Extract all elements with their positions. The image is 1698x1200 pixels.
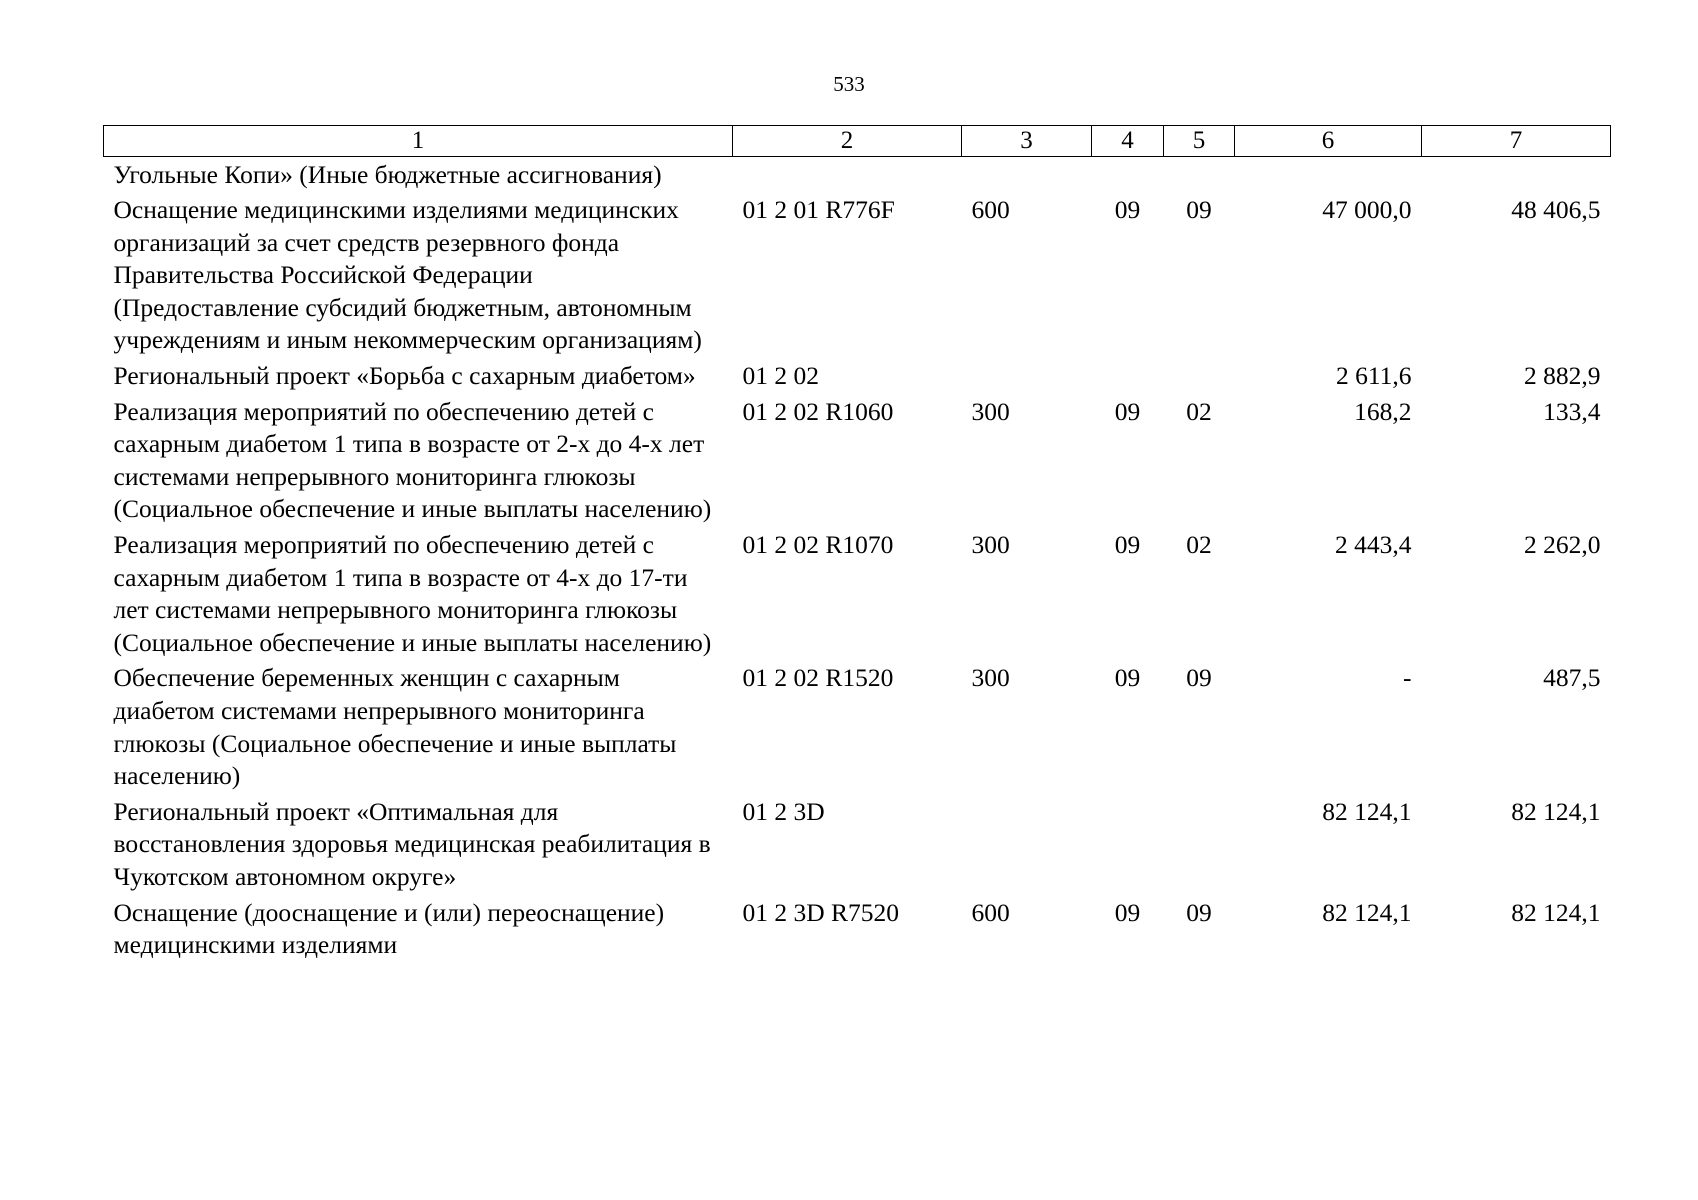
row-c5: 09 (1186, 195, 1212, 225)
row-c5 (1164, 794, 1235, 895)
row-c6: 168,2 (1354, 396, 1412, 426)
row-c5: 02 (1186, 530, 1212, 560)
row-name: Реализация мероприятий по обеспечению детей с сахарным диабетом 1 типа в возрасте от 4-х до 17-ти лет системами непрерывного мониторинга глюкозы (Социальное обеспечение и иные выплаты населению) (113, 530, 712, 657)
row-name: Угольные Копи» (Иные бюджетные ассигнования) (113, 159, 662, 189)
header-col-3: 3 (962, 126, 1092, 157)
row-c7: 2 262,0 (1524, 530, 1601, 560)
table-row (104, 359, 1611, 395)
table-row (104, 895, 1611, 963)
row-c3: 300 (971, 663, 1010, 693)
row-c6: 47 000,0 (1322, 195, 1412, 225)
row-name: Региональный проект «Борьба с сахарным диабетом» (113, 361, 696, 391)
row-code: 01 2 02 (742, 361, 819, 391)
row-c3 (962, 794, 1092, 895)
row-c3: 300 (971, 396, 1010, 426)
row-code: 01 2 3D (742, 796, 825, 826)
row-code: 01 2 02 R1070 (742, 530, 894, 560)
row-c4: 09 (1114, 897, 1141, 927)
row-c6: - (1403, 663, 1412, 693)
row-c7: 2 882,9 (1524, 361, 1601, 391)
row-c6 (1235, 157, 1422, 193)
table-row (104, 794, 1611, 895)
row-code: 01 2 02 R1520 (742, 663, 894, 693)
row-code (733, 157, 962, 193)
row-c7: 82 124,1 (1511, 796, 1601, 826)
header-col-2: 2 (733, 126, 962, 157)
row-c3: 300 (971, 530, 1010, 560)
table-row (104, 528, 1611, 661)
header-col-1: 1 (104, 126, 733, 157)
row-c3: 600 (971, 195, 1010, 225)
header-col-4: 4 (1092, 126, 1164, 157)
table-row (104, 394, 1611, 527)
row-name: Региональный проект «Оптимальная для восстановления здоровья медицинская реабилитация в Чукотском автономном округе» (113, 796, 711, 891)
table-row (104, 157, 1611, 193)
row-c7: 133,4 (1543, 396, 1601, 426)
row-c5: 02 (1186, 396, 1212, 426)
row-c5 (1164, 157, 1235, 193)
table-row (104, 661, 1611, 794)
row-c6: 82 124,1 (1322, 897, 1412, 927)
row-c5 (1164, 359, 1235, 395)
row-c5: 09 (1186, 897, 1212, 927)
row-c7: 487,5 (1543, 663, 1601, 693)
header-col-7: 7 (1422, 126, 1611, 157)
row-c4: 09 (1114, 663, 1141, 693)
row-c4: 09 (1114, 195, 1141, 225)
row-c4 (1092, 157, 1164, 193)
row-c6: 2 443,4 (1335, 530, 1412, 560)
row-c3: 600 (971, 897, 1010, 927)
header-col-6: 6 (1235, 126, 1422, 157)
row-name: Обеспечение беременных женщин с сахарным диабетом системами непрерывного мониторинга глюкозы (Социальное обеспечение и иные выплаты населению) (113, 663, 677, 791)
row-code: 01 2 02 R1060 (742, 396, 894, 426)
row-c4: 09 (1114, 396, 1141, 426)
row-c6: 2 611,6 (1335, 361, 1412, 391)
row-name: Оснащение (дооснащение и (или) переоснащение) медицинскими изделиями (113, 897, 665, 960)
row-c4 (1092, 359, 1164, 395)
row-c7: 82 124,1 (1511, 897, 1601, 927)
row-c3 (962, 157, 1092, 193)
table-body (104, 157, 1611, 964)
row-code: 01 2 3D R7520 (742, 897, 900, 927)
table-header (104, 126, 1611, 157)
table-row (104, 193, 1611, 359)
row-c4 (1092, 794, 1164, 895)
row-c7 (1422, 157, 1611, 193)
row-c5: 09 (1186, 663, 1212, 693)
row-code: 01 2 01 R776F (742, 195, 895, 225)
row-name: Оснащение медицинскими изделиями медицинских организаций за счет средств резервного фонда Правительства Российской Федерации (Предоставление субсидий бюджетным, автономным учреждениям и иным некоммерческим организациям) (113, 195, 702, 355)
header-row (104, 126, 1611, 157)
row-c4: 09 (1114, 530, 1141, 560)
row-name: Реализация мероприятий по обеспечению детей с сахарным диабетом 1 типа в возрасте от 2-х до 4-х лет системами непрерывного мониторинга глюкозы (Социальное обеспечение и иные выплаты населению) (113, 396, 712, 524)
row-c3 (962, 359, 1092, 395)
row-c7: 48 406,5 (1511, 195, 1601, 225)
page-number: 533 (833, 72, 865, 96)
row-c6: 82 124,1 (1322, 796, 1412, 826)
budget-table (103, 125, 1611, 963)
header-col-5: 5 (1164, 126, 1235, 157)
